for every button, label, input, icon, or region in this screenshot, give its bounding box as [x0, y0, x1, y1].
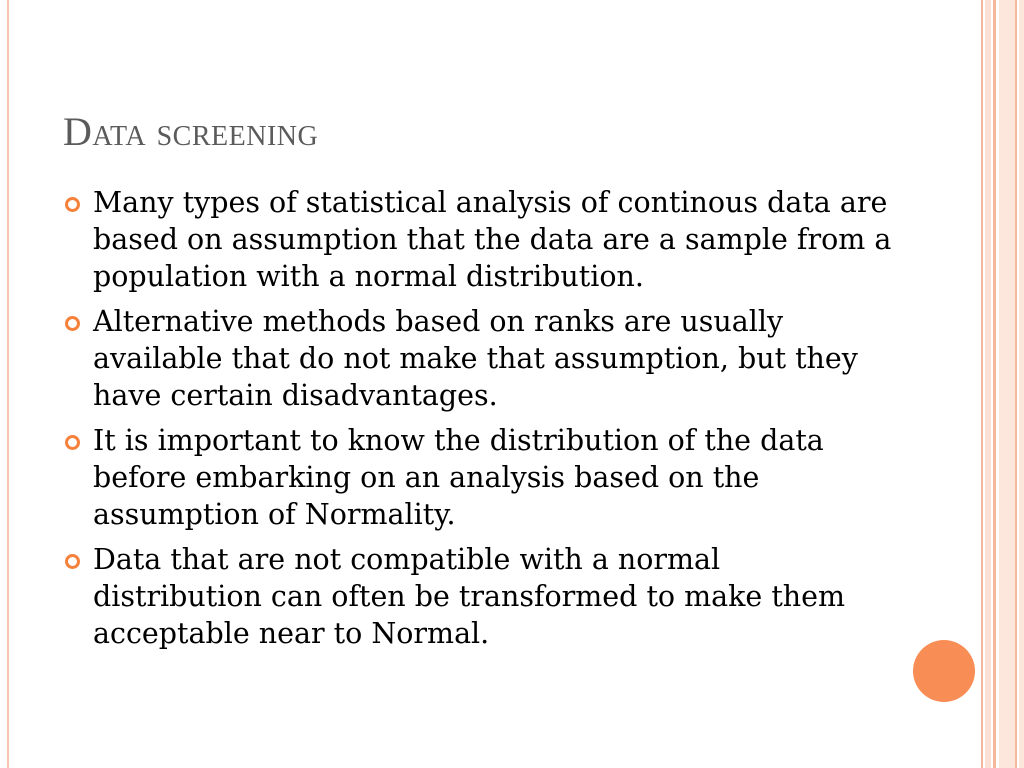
slide-title: Data screening — [63, 109, 319, 154]
circle-bullet-icon — [65, 435, 80, 450]
circle-bullet-icon — [65, 197, 80, 212]
right-stripe — [993, 0, 996, 768]
bullet-list — [63, 184, 893, 660]
bullet-item — [63, 303, 893, 414]
right-stripe — [999, 0, 1015, 768]
bullet-text: Many types of statistical analysis of continous data are based on assumption that the data are a sample from a population with a normal distribution. — [93, 186, 892, 293]
bullet-item — [63, 422, 893, 533]
bullet-item — [63, 541, 893, 652]
bullet-text: Alternative methods based on ranks are usually available that do not make that assumption, but they have certain disadvantages. — [93, 305, 858, 412]
right-stripe — [981, 0, 983, 768]
right-stripe — [1015, 0, 1017, 768]
decorative-circle — [913, 640, 975, 702]
left-border-line — [7, 0, 9, 768]
circle-bullet-icon — [65, 316, 80, 331]
circle-bullet-icon — [65, 554, 80, 569]
bullet-text: Data that are not compatible with a normal distribution can often be transformed to make them acceptable near to Normal. — [93, 543, 846, 650]
bullet-item — [63, 184, 893, 295]
right-stripe — [985, 0, 991, 768]
right-stripe — [1019, 0, 1024, 768]
bullet-text: It is important to know the distribution of the data before embarking on an analysis based on the assumption of Normality. — [93, 424, 824, 531]
